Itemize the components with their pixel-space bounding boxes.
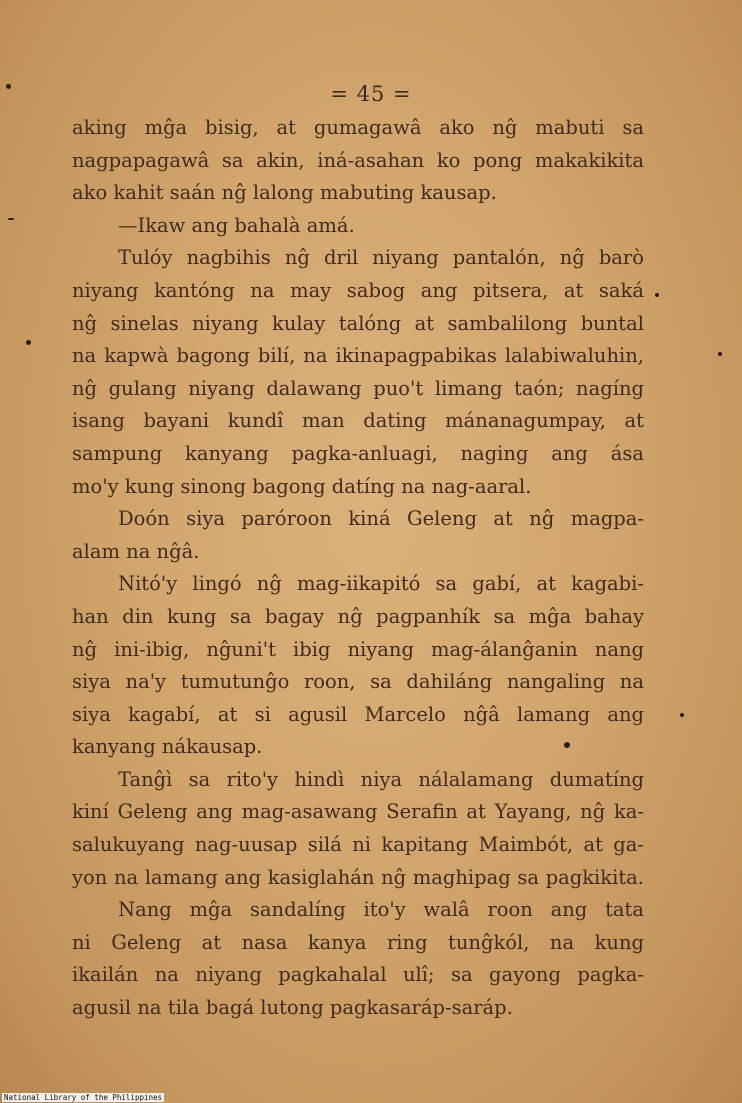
text-line: niyang kantóng na may sabog ang pitsera, at saká [72, 278, 644, 302]
text-line: ikailán na niyang pagkahalal ulî; sa gayong pagka- [72, 963, 644, 987]
ink-speck [8, 218, 14, 220]
text-line: nĝ sinelas niyang kulay talóng at sambalilong buntal [72, 311, 644, 335]
text-line: Nang mĝa sandalíng ito'y walâ roon ang tata [118, 898, 644, 922]
text-line: salukuyang nag-uusap silá ni kapitang Maimbót, at ga- [72, 833, 644, 857]
text-line: Doón siya paróroon kiná Geleng at nĝ magpa- [118, 507, 644, 531]
text-line: isang bayani kundî man dating mánanagumpay, at [72, 409, 644, 433]
ink-speck [655, 293, 659, 297]
ink-speck [718, 352, 722, 356]
text-line: Tulóy nagbihis nĝ dril niyang pantalón, nĝ barò [118, 246, 644, 270]
text-line: Tanĝì sa rito'y hindì niya nálalamang dumatíng [118, 767, 644, 791]
library-credit: National Library of the Philippines [4, 1093, 163, 1102]
text-line: agusil na tila bagá lutong pagkasaráp-saráp. [72, 996, 513, 1020]
text-line: sampung kanyang pagka-anluagi, naging ang ása [72, 441, 644, 465]
ink-speck [26, 340, 31, 345]
text-line: Nitó'y lingó nĝ mag-iikapitó sa gabí, at kagabi- [118, 572, 644, 596]
text-line: mo'y kung sinong bagong datíng na nag-aaral. [72, 474, 532, 498]
text-line: ako kahit saán nĝ lalong mabuting kausap. [72, 181, 497, 205]
text-line: —Ikaw ang bahalà amá. [118, 213, 355, 237]
text-line: han din kung sa bagay nĝ pagpanhík sa mĝa bahay [72, 604, 644, 628]
text-line: na kapwà bagong bilí, na ikinapagpabikas lalabiwaluhin, [72, 344, 644, 368]
text-line: siya na'y tumutunĝo roon, sa dahiláng nangaling na [72, 670, 644, 694]
ink-speck [680, 713, 684, 717]
text-line: alam na nĝâ. [72, 539, 200, 563]
text-line: kiní Geleng ang mag-asawang Serafin at Yayang, nĝ ka- [72, 800, 644, 824]
text-line: kanyang nákausap. [72, 735, 263, 759]
text-line: yon na lamang ang kasiglahán nĝ maghipag sa pagkikita. [72, 865, 644, 889]
text-line: nĝ gulang niyang dalawang puo't limang taón; nagíng [72, 376, 644, 400]
text-line: siya kagabí, at si agusil Marcelo nĝâ lamang ang [72, 702, 644, 726]
text-line: nĝ ini-ibig, nĝuni't ibig niyang mag-álanĝanin nang [72, 637, 644, 661]
page-number: = 45 = [330, 82, 412, 106]
text-line: ni Geleng at nasa kanya ring tunĝkól, na kung [72, 930, 644, 954]
text-line: nagpapagawâ sa akin, iná-asahan ko pong makakikita [72, 148, 644, 172]
text-line: aking mĝa bisig, at gumagawâ ako nĝ mabuti sa [72, 116, 644, 139]
body-text [72, 112, 644, 1025]
